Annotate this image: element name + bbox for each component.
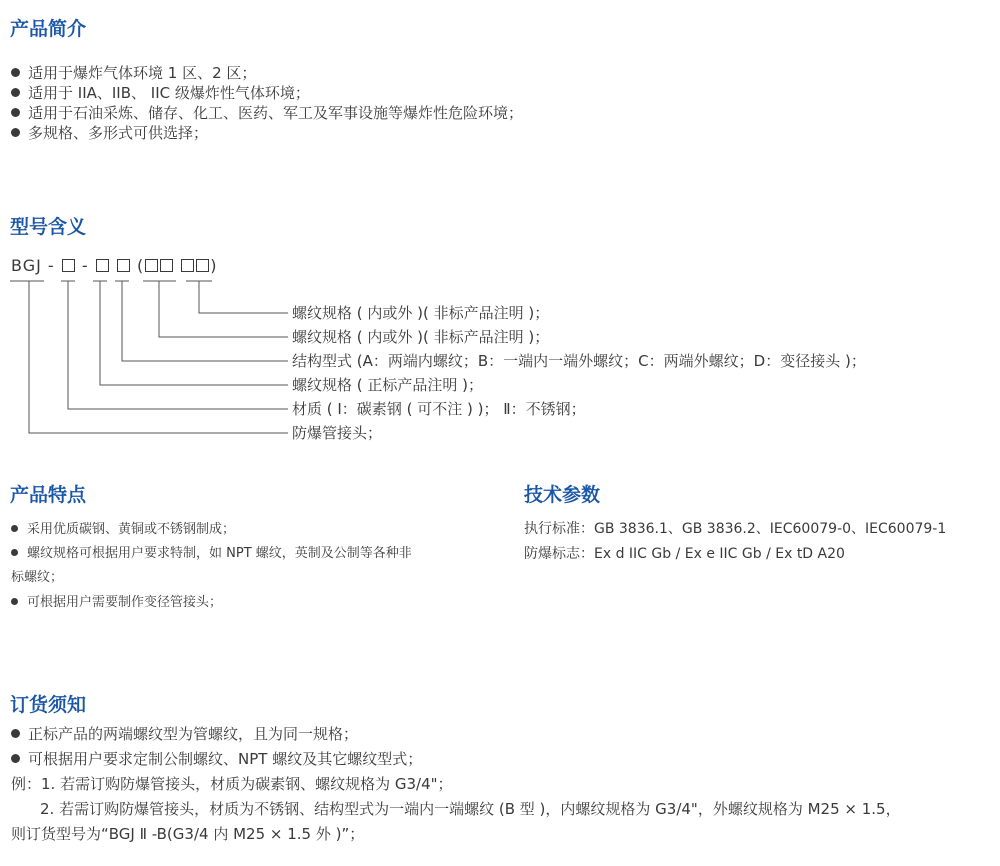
features-item-text: 可根据用户需要制作变径管接头；	[27, 595, 223, 610]
model-code-dash: -	[81, 256, 89, 275]
order-item-text: 正标产品的两端螺纹型为管螺纹，且为同一规格；	[28, 725, 359, 743]
order-heading: 订货须知	[10, 694, 87, 716]
features-item	[11, 520, 235, 540]
model-code-prefix: BGJ	[11, 256, 42, 275]
tech-standard: 执行标准：GB 3836.1、GB 3836.2、IEC60079-0、IEC60079-1	[524, 521, 947, 537]
tech-ex-marking: 防爆标志：Ex d IIC Gb / Ex e IIC Gb / Ex tD A20	[524, 546, 845, 562]
order-item	[11, 749, 422, 769]
bullet-icon	[11, 549, 18, 556]
order-example: 例：1. 若需订购防爆管接头，材质为碳素钢、螺纹规格为 G3/4"；	[11, 775, 453, 793]
features-item-continuation: 标螺纹；	[11, 570, 64, 585]
model-meaning: 材质 ( Ⅰ：碳素钢 ( 可不注 ) )； Ⅱ：不锈钢；	[292, 400, 586, 418]
intro-item-text: 多规格、多形式可供选择；	[28, 124, 209, 142]
features-item	[11, 544, 412, 564]
order-item-text: 可根据用户要求定制公制螺纹、NPT 螺纹及其它螺纹型式；	[28, 750, 423, 768]
model-heading: 型号含义	[10, 216, 87, 238]
intro-heading: 产品简介	[10, 18, 87, 40]
intro-item-text: 适用于 IIA、IIB、 IIC 级爆炸性气体环境；	[28, 84, 310, 102]
model-code-paren-close: )	[210, 256, 218, 275]
model-meaning: 螺纹规格 ( 正标产品注明 )；	[292, 376, 484, 394]
bullet-icon	[11, 729, 20, 738]
intro-item-text: 适用于石油采炼、储存、化工、医药、军工及军事设施等爆炸性危险环境；	[28, 104, 524, 122]
model-meaning: 螺纹规格 ( 内或外 )( 非标产品注明 )；	[292, 304, 550, 322]
bullet-icon	[11, 598, 18, 605]
tech-heading: 技术参数	[524, 484, 601, 506]
model-code-paren-open: (	[136, 256, 145, 275]
order-example: 2. 若需订购防爆管接头，材质为不锈钢、结构型式为一端内一端螺纹 (B 型 )，内螺纹规格为 G3/4"，外螺纹规格为 M25 × 1.5，	[40, 800, 901, 818]
features-item	[11, 593, 222, 613]
model-meaning: 螺纹规格 ( 内或外 )( 非标产品注明 )；	[292, 328, 550, 346]
bullet-icon	[11, 525, 18, 532]
intro-item-text: 适用于爆炸气体环境 1 区、2 区；	[28, 64, 257, 82]
order-example: 则订货型号为“BGJ Ⅱ -B(G3/4 内 M25 × 1.5 外 )”；	[11, 825, 365, 843]
order-item	[11, 724, 358, 744]
features-heading: 产品特点	[10, 484, 87, 506]
features-item-text: 采用优质碳钢、黄铜或不锈钢制成；	[27, 522, 236, 537]
bullet-icon	[11, 754, 20, 763]
model-code-dash: -	[47, 256, 55, 275]
features-item-text: 螺纹规格可根据用户要求特制，如 NPT 螺纹，英制及公制等各种非	[27, 546, 412, 561]
model-meaning: 防爆管接头；	[292, 424, 383, 442]
model-meaning: 结构型式 (A：两端内螺纹；B：一端内一端外螺纹；C：两端外螺纹；D：变径接头 )；	[292, 352, 866, 370]
